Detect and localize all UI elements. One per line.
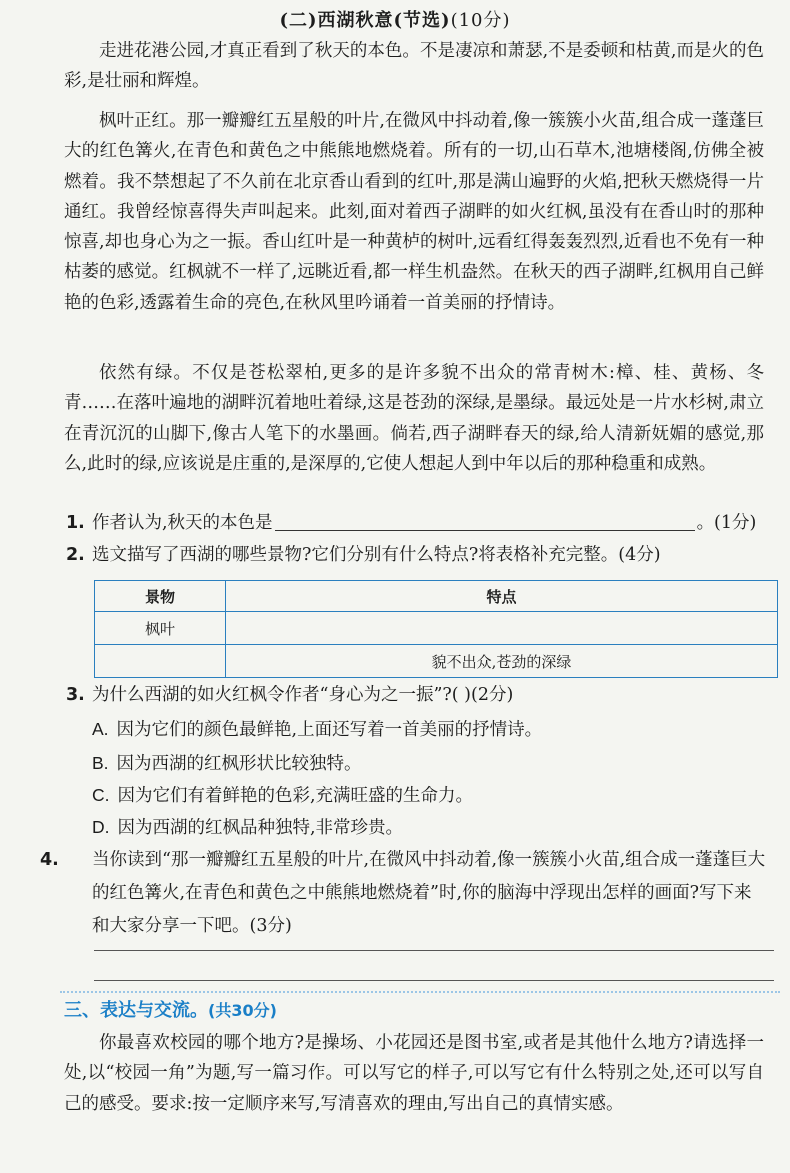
answer-cell[interactable] xyxy=(226,612,778,645)
passage-title xyxy=(0,6,790,32)
option-text: 因为它们有着鲜艳的色彩,充满旺盛的生命力。 xyxy=(117,786,474,806)
writing-prompt: 你最喜欢校园的哪个地方?是操场、小花园还是图书室,或者是其他什么地方?请选择一处,以“校园一角”为题,写一篇习作。可以写它的样子,可以写它有什么特别之处,还可以写自己的感受。要求:按一定顺序来写,写清喜欢的理由,写出自己的真情实感。 xyxy=(64,1033,764,1114)
section-3-points: (共30分) xyxy=(208,1001,277,1020)
title-score: (10分) xyxy=(450,10,511,31)
question-1-score: 。(1分) xyxy=(696,513,757,533)
option-d[interactable] xyxy=(92,812,403,843)
question-4 xyxy=(40,844,766,943)
question-2 xyxy=(66,540,766,570)
question-number: 1. xyxy=(66,513,85,533)
section-divider xyxy=(60,991,780,993)
option-b[interactable] xyxy=(92,748,362,779)
section-3-heading xyxy=(64,996,277,1022)
features-table xyxy=(94,580,778,678)
answer-cell[interactable] xyxy=(95,645,226,678)
question-3-text: 为什么西湖的如火红枫令作者“身心为之一振”?( )(2分) xyxy=(92,685,514,705)
question-number: 2. xyxy=(66,545,85,565)
passage-paragraph-1: 走进花港公园,才真正看到了秋天的本色。不是凄凉和萧瑟,不是委顿和枯黄,而是火的色彩,是壮丽和辉煌。 xyxy=(64,41,764,92)
answer-line[interactable] xyxy=(94,980,774,981)
question-number: 3. xyxy=(66,685,85,705)
title-main: (二)西湖秋意(节选) xyxy=(279,10,451,31)
option-letter: A. xyxy=(92,719,109,739)
option-c[interactable] xyxy=(92,780,473,811)
option-a[interactable] xyxy=(92,714,542,745)
question-number: 4. xyxy=(40,850,59,870)
table-cell: 貌不出众,苍劲的深绿 xyxy=(226,645,778,678)
section-3-title: 三、表达与交流。 xyxy=(64,1000,208,1021)
option-text: 因为西湖的红枫品种独特,非常珍贵。 xyxy=(117,818,404,838)
passage-paragraph-2: 枫叶正红。那一瓣瓣红五星般的叶片,在微风中抖动着,像一簇簇小火苗,组合成一蓬蓬巨大的红色篝火,在青色和黄色之中熊熊地燃烧着。所有的一切,山石草木,池塘楼阁,仿佛全被燃着。我不禁想起了不久前在北京香山看到的红叶,那是满山遍野的火焰,把秋天燃烧得一片通红。我曾经惊喜得失声叫起来。此刻,面对着西子湖畔的如火红枫,虽没有在香山时的那种惊喜,却也身心为之一振。香山红叶是一种黄栌的树叶,远看红得轰轰烈烈,近看也不免有一种枯萎的感觉。红枫就不一样了,远眺近看,都一样生机盎然。在秋天的西子湖畔,红枫用自己鲜艳的色彩,透露着生命的亮色,在秋风里吟诵着一首美丽的抒情诗。 xyxy=(64,111,764,313)
option-letter: C. xyxy=(92,785,110,805)
option-text: 因为西湖的红枫形状比较独特。 xyxy=(116,754,362,774)
table-row xyxy=(95,645,778,678)
question-3 xyxy=(66,680,766,710)
table-header-row xyxy=(95,581,778,612)
question-1 xyxy=(66,508,766,538)
answer-line[interactable] xyxy=(94,950,774,951)
option-letter: D. xyxy=(92,817,110,837)
table-header-scenery: 景物 xyxy=(95,581,226,612)
option-text: 因为它们的颜色最鲜艳,上面还写着一首美丽的抒情诗。 xyxy=(116,720,543,740)
table-cell: 枫叶 xyxy=(95,612,226,645)
question-4-text: 当你读到“那一瓣瓣红五星般的叶片,在微风中抖动着,像一簇簇小火苗,组合成一蓬蓬巨大的红色篝火,在青色和黄色之中熊熊地燃烧着”时,你的脑海中浮现出怎样的画面?写下来和大家分享一下吧。(3分) xyxy=(92,850,766,936)
option-letter: B. xyxy=(92,753,109,773)
question-1-text: 作者认为,秋天的本色是 xyxy=(92,513,273,533)
question-2-text: 选文描写了西湖的哪些景物?它们分别有什么特点?将表格补充完整。(4分) xyxy=(92,545,661,565)
answer-blank[interactable] xyxy=(275,512,695,531)
table-header-feature: 特点 xyxy=(226,581,778,612)
table-row xyxy=(95,612,778,645)
passage-paragraph-3: 依然有绿。不仅是苍松翠柏,更多的是许多貌不出众的常青树木:樟、桂、黄杨、冬青……在落叶遍地的湖畔沉着地吐着绿,这是苍劲的深绿,是墨绿。最远处是一片水杉树,肃立在青沉沉的山脚下,像古人笔下的水墨画。倘若,西子湖畔春天的绿,给人清新妩媚的感觉,那么,此时的绿,应该说是庄重的,是深厚的,它使人想起人到中年以后的那种稳重和成熟。 xyxy=(64,363,764,474)
